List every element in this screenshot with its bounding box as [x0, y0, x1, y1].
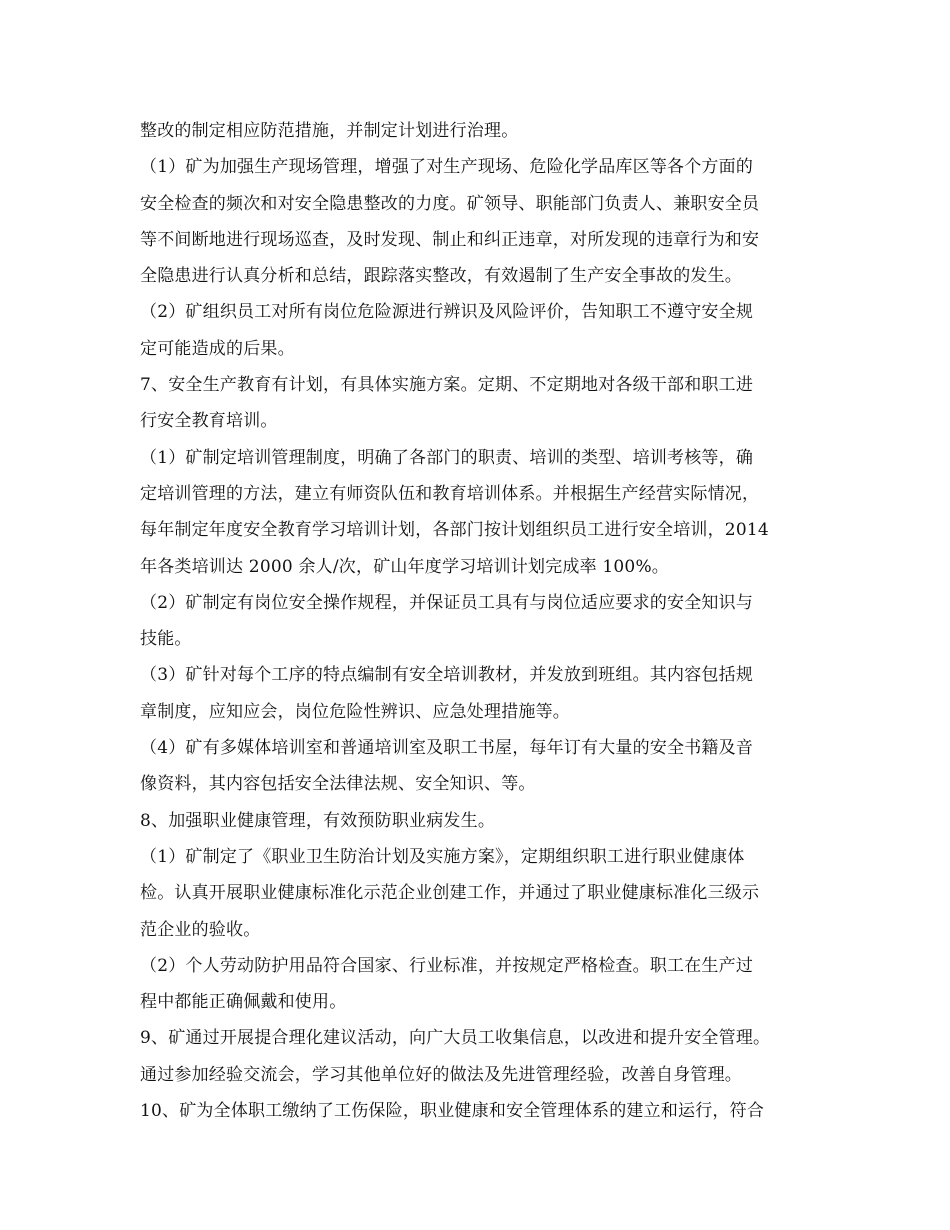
text-line: （2）矿制定有岗位安全操作规程，并保证员工具有与岗位适应要求的安全知识与 — [140, 592, 754, 613]
text-line: （2）矿组织员工对所有岗位危险源进行辨识及风险评价，告知职工不遵守安全规 — [140, 302, 754, 323]
text-line: 定培训管理的方法，建立有师资队伍和教育培训体系。并根据生产经营实际情况， — [140, 483, 760, 504]
text-line: 定可能造成的后果。 — [140, 338, 295, 359]
text-line: 整改的制定相应防范措施，并制定计划进行治理。 — [140, 121, 519, 141]
text-line: 像资料，其内容包括安全法律法规、安全知识、等。 — [140, 774, 536, 795]
text-line: 检。认真开展职业健康标准化示范企业创建工作，并通过了职业健康标准化三级示 — [140, 883, 760, 904]
text-line: 安全检查的频次和对安全隐患整改的力度。矿领导、职能部门负责人、兼职安全员 — [140, 193, 760, 214]
text-line: 全隐患进行认真分析和总结，跟踪落实整改，有效遏制了生产安全事故的发生。 — [140, 266, 742, 287]
text-line: （2）个人劳动防护用品符合国家、行业标准，并按规定严格检查。职工在生产过 — [140, 955, 754, 976]
text-line: 10、矿为全体职工缴纳了工伤保险，职业健康和安全管理体系的建立和运行，符合 — [140, 1101, 765, 1122]
text-line: （3）矿针对每个工序的特点编制有安全培训教材，并发放到班组。其内容包括规 — [140, 665, 754, 686]
text-line: （1）矿制定培训管理制度，明确了各部门的职责、培训的类型、培训考核等，确 — [140, 447, 754, 468]
text-line: 年各类培训达 2000 余人/次，矿山年度学习培训计划完成率 100%。 — [140, 556, 670, 577]
text-line: 章制度，应知应会，岗位危险性辨识、应急处理措施等。 — [140, 701, 570, 722]
text-line: 范企业的验收。 — [140, 919, 261, 940]
text-line: 行安全教育培训。 — [140, 411, 278, 432]
text-line: （1）矿为加强生产现场管理，增强了对生产现场、危险化学品库区等各个方面的 — [140, 157, 754, 178]
text-line: 8、加强职业健康管理，有效预防职业病发生。 — [140, 810, 496, 831]
text-line: 每年制定年度安全教育学习培训计划，各部门按计划组织员工进行安全培训，2014 — [140, 520, 769, 541]
text-line: 技能。 — [140, 629, 192, 650]
text-line: （4）矿有多媒体培训室和普通培训室及职工书屋，每年订有大量的安全书籍及音 — [140, 738, 754, 759]
text-line: 程中都能正确佩戴和使用。 — [140, 992, 347, 1013]
text-line: 通过参加经验交流会，学习其他单位好的做法及先进管理经验，改善自身管理。 — [140, 1064, 742, 1085]
text-line: 等不间断地进行现场巡查，及时发现、制止和纠正违章，对所发现的违章行为和安 — [140, 229, 760, 250]
text-line: （1）矿制定了《职业卫生防治计划及实施方案》，定期组织职工进行职业健康体 — [140, 846, 745, 867]
document-body — [140, 113, 830, 1129]
text-line: 7、安全生产教育有计划，有具体实施方案。定期、不定期地对各级干部和职工进 — [140, 375, 754, 396]
text-line: 9、矿通过开展提合理化建议活动，向广大员工收集信息，以改进和提升安全管理。 — [140, 1028, 771, 1049]
